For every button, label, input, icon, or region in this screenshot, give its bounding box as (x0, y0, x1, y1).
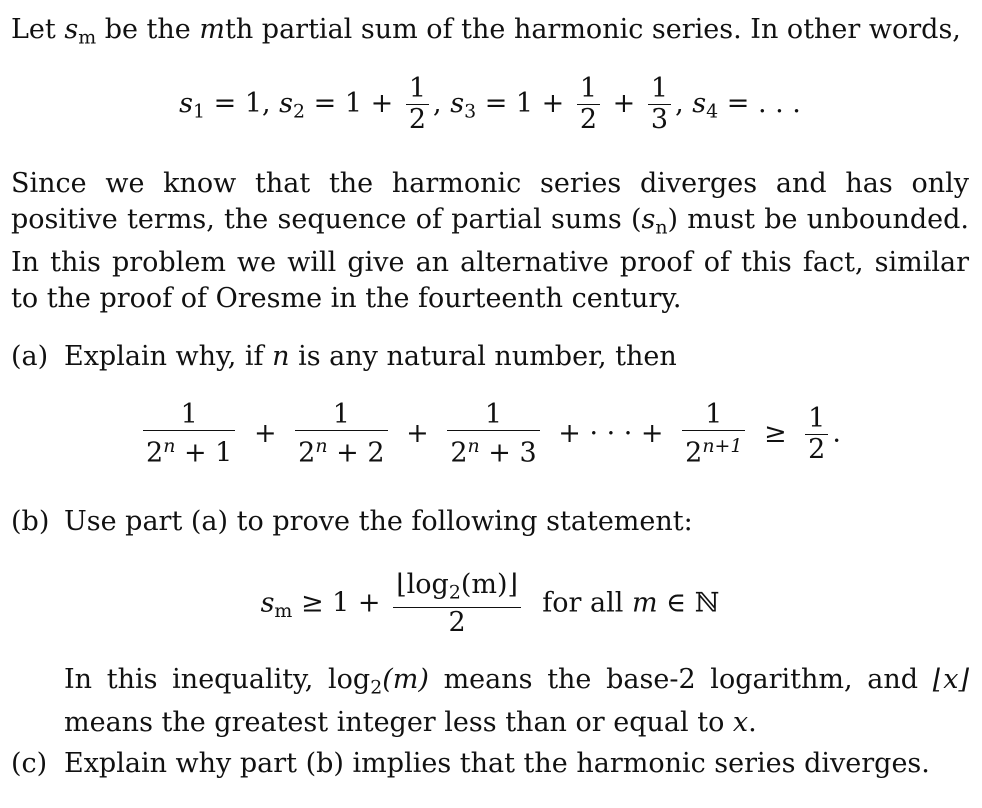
plus-sign: + (253, 417, 277, 449)
den-rest: + 1 (175, 437, 233, 469)
den-exp: n (163, 435, 176, 457)
term-last (682, 400, 745, 468)
s3-subscript: 3 (464, 100, 477, 123)
frac-den: 2 (393, 607, 521, 638)
note-text-4: . (748, 707, 757, 739)
geq-sign: ≥ (763, 417, 787, 449)
s4-subscript: 4 (706, 100, 719, 123)
den-base: 2 (298, 437, 316, 469)
frac-num: 1 (808, 402, 826, 434)
frac-den: 2 (805, 434, 828, 465)
intro-text-3: th partial sum of the harmonic series. In other words, (224, 14, 961, 45)
math-s: s (260, 587, 275, 619)
frac-den: 3 (648, 104, 671, 135)
part-a-text-2: is any natural number, then (289, 341, 677, 372)
plus-sign: + (406, 417, 429, 449)
frac-num: 1 (408, 73, 427, 104)
s3-eq: = 1 + (484, 88, 565, 119)
math-n: n (272, 341, 290, 372)
part-a-label: (a) (11, 341, 49, 372)
den-base: 2 (146, 437, 164, 469)
part-c-text: Explain why part (b) implies that the harmonic series diverges. (64, 748, 930, 779)
fraction-third (648, 74, 671, 135)
s1-symbol: s (179, 88, 193, 119)
part-c-label: (c) (11, 748, 48, 779)
log-fraction (393, 570, 521, 638)
part-b-text: Use part (a) to prove the following statement: (64, 506, 693, 537)
intro-text-2: be the (96, 14, 200, 45)
s2-symbol: s (279, 88, 294, 119)
part-b-note (64, 662, 969, 741)
ellipsis: + · · · + (558, 417, 664, 449)
rhs-half (805, 404, 828, 465)
comma: , (433, 88, 442, 119)
note-text-2: means the base-2 logarithm, and (428, 664, 933, 695)
s2-eq: = 1 + (313, 88, 394, 119)
s2-subscript: 2 (293, 100, 306, 123)
frac-num: 1 (579, 73, 598, 104)
den-base: 2 (685, 437, 703, 469)
frac-num: 1 (332, 399, 350, 430)
s3-symbol: s (450, 88, 465, 119)
note-text-1: In this inequality, log (64, 664, 371, 695)
in-naturals: ∈ ℕ (657, 587, 720, 619)
frac-num: 1 (484, 399, 503, 430)
floor-x: ⌊x⌋ (932, 664, 969, 695)
frac-den: 2 (577, 104, 600, 135)
fraction-half-2 (577, 74, 600, 135)
inequality-b-display (11, 570, 969, 638)
den-exp: n+1 (702, 435, 743, 457)
math-m: m (199, 14, 225, 45)
log-arg: (m) (382, 664, 429, 695)
floor-log: ⌊log (396, 569, 449, 600)
intro-paragraph (11, 12, 969, 55)
frac-den (682, 430, 745, 468)
for-all-text: for all (542, 587, 632, 619)
context-text-2: ) must be unbounded. In this problem we will give an alternative proof of this fact, similar to the proof of Oresme in the fourteenth century. (11, 204, 969, 315)
fraction-half (406, 74, 429, 135)
note-text-3: means the greatest integer less than or equal to (64, 707, 733, 739)
log-base: 2 (448, 581, 461, 604)
frac-num: 1 (180, 399, 198, 430)
part-a-text (64, 339, 969, 375)
math-sub-m: m (78, 26, 97, 49)
intro-text: Let (11, 14, 65, 45)
inequality-a-display (11, 400, 969, 468)
den-base: 2 (450, 437, 468, 469)
term-2 (295, 400, 387, 468)
context-paragraph (11, 166, 969, 317)
math-m: m (631, 587, 658, 619)
geq-one-plus: ≥ 1 + (300, 587, 381, 619)
frac-num: 1 (650, 73, 669, 104)
comma: , (675, 88, 684, 119)
math-s: s (641, 204, 656, 235)
math-sub-m: m (274, 599, 293, 622)
frac-den (447, 430, 539, 468)
partial-sums-display (11, 74, 969, 135)
s1-subscript: 1 (192, 100, 206, 123)
frac-num: 1 (705, 399, 723, 430)
frac-den (143, 430, 235, 468)
part-a-text-1: Explain why, if (64, 341, 273, 372)
den-exp: n (467, 435, 480, 457)
den-rest: + 2 (327, 437, 385, 469)
log-arg: (m)⌋ (460, 569, 519, 600)
math-s: s (64, 14, 79, 45)
s4-eq: = . . . (726, 88, 801, 119)
den-exp: n (315, 435, 328, 457)
term-1 (143, 400, 235, 468)
plus-sign: + (612, 88, 636, 119)
term-3 (447, 400, 539, 468)
s4-symbol: s (692, 88, 707, 119)
den-rest: + 3 (479, 437, 537, 469)
log-base: 2 (370, 676, 383, 699)
frac-den (295, 430, 387, 468)
frac-num (393, 570, 521, 607)
s1-value: = 1, (213, 88, 271, 119)
context-text-1: Since we know that the harmonic series diverges and has only positive terms, the sequence of partial sums ( (11, 168, 969, 235)
part-b-label: (b) (11, 506, 50, 537)
frac-den: 2 (406, 104, 429, 135)
math-sub-n: n (655, 216, 668, 239)
math-x: x (732, 707, 749, 739)
period: . (832, 417, 841, 449)
